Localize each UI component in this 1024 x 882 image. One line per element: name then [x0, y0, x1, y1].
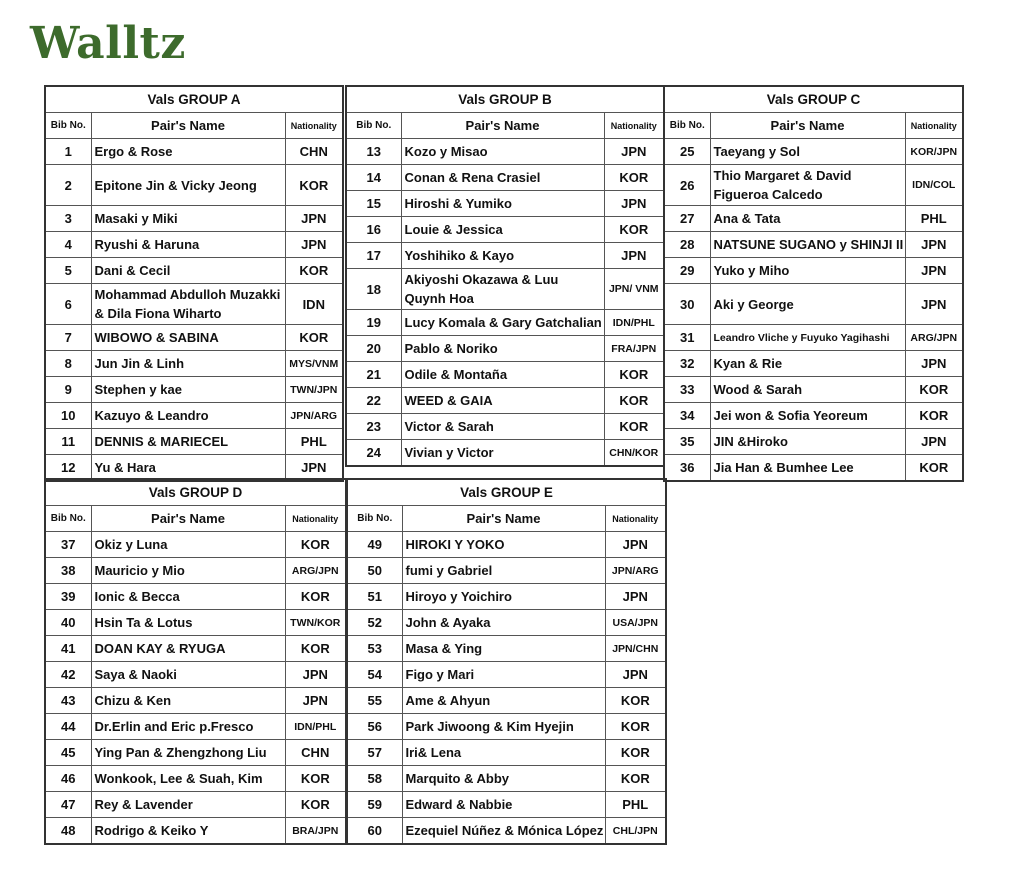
pair-name: WIBOWO & SABINA	[91, 325, 285, 351]
pair-name: Conan & Rena Crasiel	[401, 165, 604, 191]
bib-number: 52	[347, 610, 402, 636]
nationality: ARG/JPN	[285, 558, 346, 584]
table-row	[45, 284, 343, 325]
table-row	[45, 532, 346, 558]
page-title: Walltz	[30, 18, 186, 69]
nationality-column-header: Nationality	[285, 113, 343, 139]
pair-name: Iri& Lena	[402, 740, 605, 766]
name-column-header: Pair's Name	[91, 506, 285, 532]
pair-name: DOAN KAY & RYUGA	[91, 636, 285, 662]
pair-name: Lucy Komala & Gary Gatchalian	[401, 310, 604, 336]
pair-name: JIN &Hiroko	[710, 429, 905, 455]
group-e-table	[346, 478, 667, 845]
bib-number: 39	[45, 584, 91, 610]
pair-name: Jia Han & Bumhee Lee	[710, 455, 905, 482]
bib-column-header: Bib No.	[346, 113, 401, 139]
nationality: ARG/JPN	[905, 325, 963, 351]
table-row	[664, 165, 963, 206]
table-row	[664, 284, 963, 325]
nationality: KOR	[285, 258, 343, 284]
pair-name: Edward & Nabbie	[402, 792, 605, 818]
table-row	[664, 403, 963, 429]
table-row	[45, 662, 346, 688]
table-row	[346, 414, 664, 440]
table-row	[346, 165, 664, 191]
table-row	[347, 636, 666, 662]
bib-number: 46	[45, 766, 91, 792]
nationality: JPN	[605, 532, 666, 558]
nationality: JPN	[905, 429, 963, 455]
nationality: JPN	[905, 351, 963, 377]
bib-number: 29	[664, 258, 710, 284]
nationality: JPN/ARG	[605, 558, 666, 584]
bib-number: 45	[45, 740, 91, 766]
bib-number: 33	[664, 377, 710, 403]
pair-name: Kozo y Misao	[401, 139, 604, 165]
pair-name: WEED & GAIA	[401, 388, 604, 414]
nationality: TWN/KOR	[285, 610, 346, 636]
pair-name: Vivian y Victor	[401, 440, 604, 467]
bib-number: 57	[347, 740, 402, 766]
table-row	[45, 792, 346, 818]
nationality: BRA/JPN	[285, 818, 346, 845]
pair-name: Ionic & Becca	[91, 584, 285, 610]
bib-number: 55	[347, 688, 402, 714]
bib-number: 22	[346, 388, 401, 414]
pair-name: Saya & Naoki	[91, 662, 285, 688]
bib-number: 25	[664, 139, 710, 165]
bib-number: 5	[45, 258, 91, 284]
bib-number: 1	[45, 139, 91, 165]
table-row	[45, 740, 346, 766]
bib-number: 40	[45, 610, 91, 636]
bib-number: 34	[664, 403, 710, 429]
nationality: CHL/JPN	[605, 818, 666, 845]
bib-column-header: Bib No.	[664, 113, 710, 139]
pair-name: HIROKI Y YOKO	[402, 532, 605, 558]
nationality: KOR	[285, 766, 346, 792]
nationality: KOR	[285, 325, 343, 351]
nationality: JPN	[604, 243, 664, 269]
pair-name: Marquito & Abby	[402, 766, 605, 792]
nationality: JPN	[905, 232, 963, 258]
nationality: USA/JPN	[605, 610, 666, 636]
nationality: KOR	[605, 766, 666, 792]
name-column-header: Pair's Name	[710, 113, 905, 139]
bib-number: 38	[45, 558, 91, 584]
table-row	[347, 558, 666, 584]
bib-number: 26	[664, 165, 710, 206]
bib-number: 17	[346, 243, 401, 269]
bib-number: 43	[45, 688, 91, 714]
nationality-column-header: Nationality	[905, 113, 963, 139]
table-row	[347, 740, 666, 766]
bib-number: 44	[45, 714, 91, 740]
nationality: JPN	[285, 455, 343, 482]
nationality-column-header: Nationality	[285, 506, 346, 532]
table-row	[346, 243, 664, 269]
pair-name: DENNIS & MARIECEL	[91, 429, 285, 455]
nationality: FRA/JPN	[604, 336, 664, 362]
bib-number: 50	[347, 558, 402, 584]
bib-number: 4	[45, 232, 91, 258]
nationality: JPN	[285, 206, 343, 232]
bib-number: 10	[45, 403, 91, 429]
pair-name: Mohammad Abdulloh Muzakki & Dila Fiona Wiharto	[91, 284, 285, 325]
pair-name: Hsin Ta & Lotus	[91, 610, 285, 636]
pair-name: Dani & Cecil	[91, 258, 285, 284]
bib-number: 58	[347, 766, 402, 792]
nationality: JPN	[605, 584, 666, 610]
bib-column-header: Bib No.	[45, 113, 91, 139]
bib-number: 24	[346, 440, 401, 467]
table-row	[45, 258, 343, 284]
nationality: PHL	[285, 429, 343, 455]
nationality: JPN/ VNM	[604, 269, 664, 310]
nationality: JPN	[285, 232, 343, 258]
bib-number: 28	[664, 232, 710, 258]
pair-name: Masa & Ying	[402, 636, 605, 662]
pair-name: fumi y Gabriel	[402, 558, 605, 584]
table-row	[664, 325, 963, 351]
nationality: IDN/PHL	[604, 310, 664, 336]
pair-name: Rey & Lavender	[91, 792, 285, 818]
bib-number: 48	[45, 818, 91, 845]
pair-name: Pablo & Noriko	[401, 336, 604, 362]
pair-name: Yoshihiko & Kayo	[401, 243, 604, 269]
nationality: KOR	[285, 532, 346, 558]
table-row	[347, 532, 666, 558]
group-a-table	[44, 85, 344, 482]
pair-name: Odile & Montaña	[401, 362, 604, 388]
nationality: KOR	[285, 636, 346, 662]
table-row	[45, 232, 343, 258]
table-row	[346, 336, 664, 362]
pair-name: Dr.Erlin and Eric p.Fresco	[91, 714, 285, 740]
table-row	[45, 610, 346, 636]
table-row	[45, 558, 346, 584]
pair-name: Ana & Tata	[710, 206, 905, 232]
pair-name: Ezequiel Núñez & Mónica López	[402, 818, 605, 845]
nationality: KOR	[605, 688, 666, 714]
pair-name: Jun Jin & Linh	[91, 351, 285, 377]
nationality: IDN	[285, 284, 343, 325]
bib-number: 53	[347, 636, 402, 662]
pair-name: Chizu & Ken	[91, 688, 285, 714]
pair-name: Louie & Jessica	[401, 217, 604, 243]
nationality: KOR	[604, 362, 664, 388]
nationality: JPN	[905, 258, 963, 284]
pair-name: Epitone Jin & Vicky Jeong	[91, 165, 285, 206]
bib-number: 19	[346, 310, 401, 336]
nationality: JPN	[604, 191, 664, 217]
bib-number: 9	[45, 377, 91, 403]
table-row	[664, 351, 963, 377]
table-row	[45, 403, 343, 429]
bib-number: 60	[347, 818, 402, 845]
nationality: CHN	[285, 139, 343, 165]
bib-number: 6	[45, 284, 91, 325]
bib-number: 2	[45, 165, 91, 206]
table-row	[45, 818, 346, 845]
table-row	[45, 636, 346, 662]
table-row	[346, 191, 664, 217]
pair-name: Ying Pan & Zhengzhong Liu	[91, 740, 285, 766]
nationality: JPN	[905, 284, 963, 325]
table-row	[346, 217, 664, 243]
nationality: KOR	[604, 388, 664, 414]
table-row	[346, 388, 664, 414]
group-c-header: Vals GROUP C	[664, 86, 963, 113]
nationality: KOR/JPN	[905, 139, 963, 165]
table-row	[347, 610, 666, 636]
nationality: IDN/COL	[905, 165, 963, 206]
nationality-column-header: Nationality	[604, 113, 664, 139]
table-row	[347, 766, 666, 792]
table-row	[45, 139, 343, 165]
group-b-table	[345, 85, 665, 467]
table-row	[346, 362, 664, 388]
pair-name: Kazuyo & Leandro	[91, 403, 285, 429]
table-row	[45, 766, 346, 792]
pair-name: Park Jiwoong & Kim Hyejin	[402, 714, 605, 740]
pair-name: Figo y Mari	[402, 662, 605, 688]
table-row	[45, 714, 346, 740]
table-row	[347, 688, 666, 714]
bib-number: 51	[347, 584, 402, 610]
nationality: JPN	[285, 688, 346, 714]
pair-name: Hiroshi & Yumiko	[401, 191, 604, 217]
nationality: KOR	[285, 165, 343, 206]
nationality: KOR	[605, 714, 666, 740]
pair-name: Masaki y Miki	[91, 206, 285, 232]
table-row	[347, 714, 666, 740]
bib-number: 36	[664, 455, 710, 482]
nationality: CHN/KOR	[604, 440, 664, 467]
group-c-table	[663, 85, 964, 482]
nationality: PHL	[905, 206, 963, 232]
pair-name: Rodrigo & Keiko Y	[91, 818, 285, 845]
name-column-header: Pair's Name	[91, 113, 285, 139]
bib-number: 56	[347, 714, 402, 740]
bib-number: 47	[45, 792, 91, 818]
table-row	[45, 351, 343, 377]
group-b-header: Vals GROUP B	[346, 86, 664, 113]
bib-number: 37	[45, 532, 91, 558]
group-d-table	[44, 478, 347, 845]
table-row	[346, 310, 664, 336]
nationality: KOR	[604, 414, 664, 440]
nationality: TWN/JPN	[285, 377, 343, 403]
nationality: KOR	[604, 217, 664, 243]
nationality: JPN/ARG	[285, 403, 343, 429]
table-row	[664, 206, 963, 232]
nationality: KOR	[285, 584, 346, 610]
name-column-header: Pair's Name	[402, 506, 605, 532]
bib-number: 8	[45, 351, 91, 377]
bib-number: 7	[45, 325, 91, 351]
bib-number: 20	[346, 336, 401, 362]
bib-number: 30	[664, 284, 710, 325]
group-a-header: Vals GROUP A	[45, 86, 343, 113]
bib-number: 13	[346, 139, 401, 165]
nationality: JPN/CHN	[605, 636, 666, 662]
table-row	[346, 269, 664, 310]
table-row	[346, 139, 664, 165]
pair-name: Kyan & Rie	[710, 351, 905, 377]
bib-column-header: Bib No.	[45, 506, 91, 532]
pair-name: Victor & Sarah	[401, 414, 604, 440]
table-row	[45, 165, 343, 206]
nationality: IDN/PHL	[285, 714, 346, 740]
table-row	[45, 325, 343, 351]
bib-number: 42	[45, 662, 91, 688]
pair-name: Okiz y Luna	[91, 532, 285, 558]
table-row	[664, 258, 963, 284]
bib-number: 18	[346, 269, 401, 310]
bib-number: 41	[45, 636, 91, 662]
nationality: KOR	[905, 455, 963, 482]
pair-name: Yu & Hara	[91, 455, 285, 482]
pair-name: Ergo & Rose	[91, 139, 285, 165]
group-d-header: Vals GROUP D	[45, 479, 346, 506]
table-row	[45, 688, 346, 714]
table-row	[664, 232, 963, 258]
pair-name: Hiroyo y Yoichiro	[402, 584, 605, 610]
table-row	[664, 429, 963, 455]
table-row	[45, 206, 343, 232]
nationality: KOR	[604, 165, 664, 191]
table-row	[45, 377, 343, 403]
nationality: JPN	[285, 662, 346, 688]
table-row	[45, 584, 346, 610]
pair-name: Leandro Vliche y Fuyuko Yagihashi	[710, 325, 905, 351]
bib-number: 14	[346, 165, 401, 191]
bib-number: 59	[347, 792, 402, 818]
bib-number: 16	[346, 217, 401, 243]
pair-name: Wood & Sarah	[710, 377, 905, 403]
pair-name: Wonkook, Lee & Suah, Kim	[91, 766, 285, 792]
pair-name: Stephen y kae	[91, 377, 285, 403]
bib-number: 3	[45, 206, 91, 232]
table-row	[346, 440, 664, 467]
pair-name: Jei won & Sofia Yeoreum	[710, 403, 905, 429]
bib-number: 11	[45, 429, 91, 455]
table-row	[347, 818, 666, 845]
bib-number: 32	[664, 351, 710, 377]
bib-number: 27	[664, 206, 710, 232]
table-row	[45, 429, 343, 455]
bib-number: 54	[347, 662, 402, 688]
bib-number: 31	[664, 325, 710, 351]
nationality: JPN	[604, 139, 664, 165]
nationality: KOR	[905, 377, 963, 403]
pair-name: Akiyoshi Okazawa & Luu Quynh Hoa	[401, 269, 604, 310]
bib-number: 12	[45, 455, 91, 482]
bib-number: 15	[346, 191, 401, 217]
table-row	[347, 662, 666, 688]
table-row	[347, 792, 666, 818]
group-e-header: Vals GROUP E	[347, 479, 666, 506]
bib-number: 35	[664, 429, 710, 455]
pair-name: NATSUNE SUGANO y SHINJI II	[710, 232, 905, 258]
nationality: KOR	[605, 740, 666, 766]
nationality: KOR	[285, 792, 346, 818]
pair-name: Ryushi & Haruna	[91, 232, 285, 258]
table-row	[664, 455, 963, 482]
pair-name: Taeyang y Sol	[710, 139, 905, 165]
nationality: PHL	[605, 792, 666, 818]
table-row	[664, 139, 963, 165]
nationality: MYS/VNM	[285, 351, 343, 377]
pair-name: John & Ayaka	[402, 610, 605, 636]
bib-number: 21	[346, 362, 401, 388]
bib-number: 23	[346, 414, 401, 440]
pair-name: Ame & Ahyun	[402, 688, 605, 714]
pair-name: Aki y George	[710, 284, 905, 325]
table-row	[664, 377, 963, 403]
table-row	[347, 584, 666, 610]
bib-column-header: Bib No.	[347, 506, 402, 532]
pair-name: Yuko y Miho	[710, 258, 905, 284]
nationality: KOR	[905, 403, 963, 429]
nationality: CHN	[285, 740, 346, 766]
pair-name: Thio Margaret & David Figueroa Calcedo	[710, 165, 905, 206]
pair-name: Mauricio y Mio	[91, 558, 285, 584]
nationality: JPN	[605, 662, 666, 688]
bib-number: 49	[347, 532, 402, 558]
nationality-column-header: Nationality	[605, 506, 666, 532]
name-column-header: Pair's Name	[401, 113, 604, 139]
